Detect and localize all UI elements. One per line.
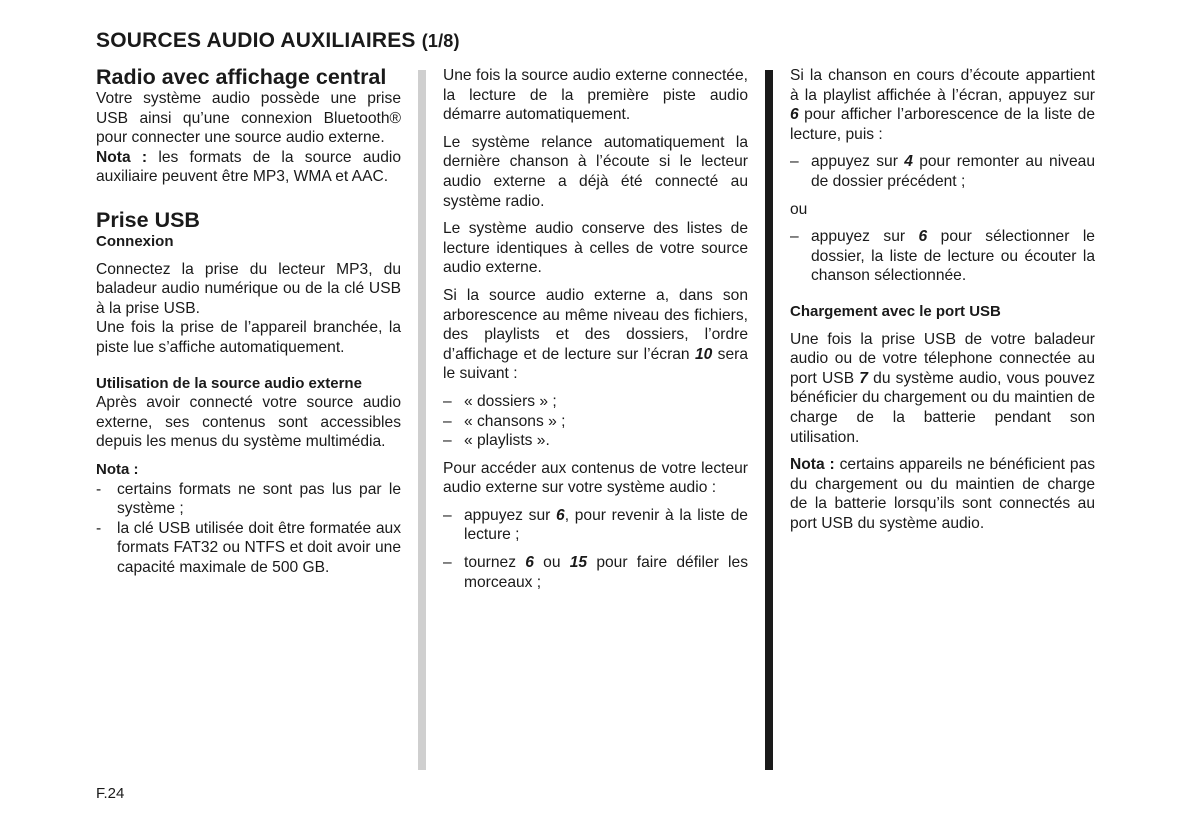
list-item [443,431,748,451]
callout-number: 7 [859,369,868,387]
column-divider-gray [418,70,426,770]
heading-radio: Radio avec affichage central [96,65,387,89]
page-title-text: SOURCES AUDIO AUXILIAIRES [96,29,416,52]
callout-number: 6 [556,506,565,524]
connect-paragraph-1: Connectez la prise du lecteur MP3, du baladeur audio numérique ou de la clé USB à la prise USB. [96,260,401,317]
list-item [790,152,1095,191]
text-segment: Une fois la prise USB de votre baladeur audio ou de votre télephone connectée au port USB [790,330,1095,387]
paragraph-1: Une fois la source audio externe connectée, la lecture de la première piste audio démarre automatiquement. [443,67,748,124]
paragraph-2 [790,330,1095,448]
paragraph-5: Pour accéder aux contenus de votre lecteur audio externe sur votre système audio : [443,459,748,497]
list-item [443,392,748,412]
heading-usb: Prise USB [96,207,200,232]
text-segment: Si la source audio externe a, dans son arborescence au même niveau des fichiers, des playlists et des dossiers, l’ordre d’affichage et de lecture sur l’écran [443,286,748,363]
nota-paragraph [96,148,401,187]
column-right [790,66,1095,533]
text-segment: , pour revenir à la liste de lecture ; [464,506,748,544]
order-list [443,392,748,451]
column-middle [443,66,748,592]
list-marker: – [443,506,452,524]
paragraph-1 [790,66,1095,144]
list-marker: – [443,432,452,450]
list-item [443,553,748,592]
list-marker: – [790,228,799,246]
text-segment: appuyez sur [464,506,557,524]
list-text [464,506,748,545]
page-number: F.24 [96,785,125,802]
callout-number: 15 [569,554,588,572]
page-title-suffix: (1/8) [421,31,460,51]
list-marker: – [443,412,452,430]
callout-number: 6 [790,106,799,124]
text-segment: pour remonter au niveau de dossier précédent ; [811,153,1095,190]
nota-text: les formats de la source audio auxiliaire peuvent être MP3, WMA et AAC. [96,148,401,186]
list-text: « playlists ». [464,432,550,450]
list-marker: – [443,554,452,572]
text-segment: appuyez sur [811,228,919,246]
list-item [96,519,401,578]
connect-paragraph-2: Une fois la prise de l’appareil branchée, la piste lue s’affiche automatiquement. [96,319,401,356]
list-text [811,152,1095,191]
text-segment: du système audio, vous pouvez bénéficier du chargement ou du maintien de charge de la batterie pendant son utilisation. [790,369,1095,446]
list-text: « chansons » ; [464,412,566,430]
paragraph-4 [443,286,748,384]
nota2-label: Nota : [96,460,139,478]
list-marker: - [96,480,102,498]
paragraph-3: Le système audio conserve des listes de lecture identiques à celles de votre source audio externe. [443,220,748,277]
callout-number: 6 [918,228,928,246]
callout-number: 6 [525,554,534,572]
ou-text: ou [790,200,808,218]
nota-text: certains appareils ne bénéficient pas du chargement ou du maintien de charge de la batterie lorsqu’ils sont connectés au port USB du système audio. [790,456,1095,532]
callout-number: 4 [904,153,913,171]
list-marker: - [96,519,102,537]
column-left [96,66,401,577]
text-segment: ou [533,554,570,572]
list-text [811,227,1095,286]
text-segment: Si la chanson en cours d’écoute appartient à la playlist affichée à l’écran, appuyez sur [790,67,1095,104]
list-text: certains formats ne sont pas lus par le système ; [117,480,401,518]
list-marker: – [790,153,799,171]
callout-number: 10 [694,345,713,363]
list-item [790,227,1095,286]
list-text: « dossiers » ; [464,392,557,410]
list-item [443,412,748,432]
paragraph-2: Le système relance automatiquement la dernière chanson à l’écoute si le lecteur audio externe a déjà été connecté au système radio. [443,133,748,210]
text-segment: appuyez sur [811,153,905,171]
list-item [96,480,401,519]
text-segment: pour afficher l’arborescence de la liste de lecture, puis : [790,106,1095,143]
text-segment: pour faire défiler les morceaux ; [464,554,748,591]
list-text [464,553,748,592]
heading-chargement: Chargement avec le port USB [790,302,1001,320]
intro-paragraph: Votre système audio possède une prise USB ainsi qu’une connexion Bluetooth® pour connecter une source audio externe. [96,90,401,147]
list-text: la clé USB utilisée doit être formatée aux formats FAT32 ou NTFS et doit avoir une capacité maximale de 500 GB. [117,519,401,576]
heading-utilisation: Utilisation de la source audio externe [96,374,362,392]
column-divider-black [765,70,773,770]
nota-label: Nota : [96,148,148,166]
list-marker: – [443,392,452,410]
nota-paragraph [790,455,1095,533]
nota-label: Nota : [790,456,835,474]
text-segment: sera le suivant : [443,345,748,383]
utilisation-paragraph: Après avoir connecté votre source audio externe, ses contenus sont accessibles depuis les menus du système multimédia. [96,394,401,451]
text-segment: tournez [464,554,526,572]
list-item [443,506,748,545]
text-segment: pour sélectionner le dossier, la liste de lecture ou écouter la chanson sélectionnée. [811,228,1095,285]
page-title [96,29,460,53]
heading-connexion: Connexion [96,232,174,250]
